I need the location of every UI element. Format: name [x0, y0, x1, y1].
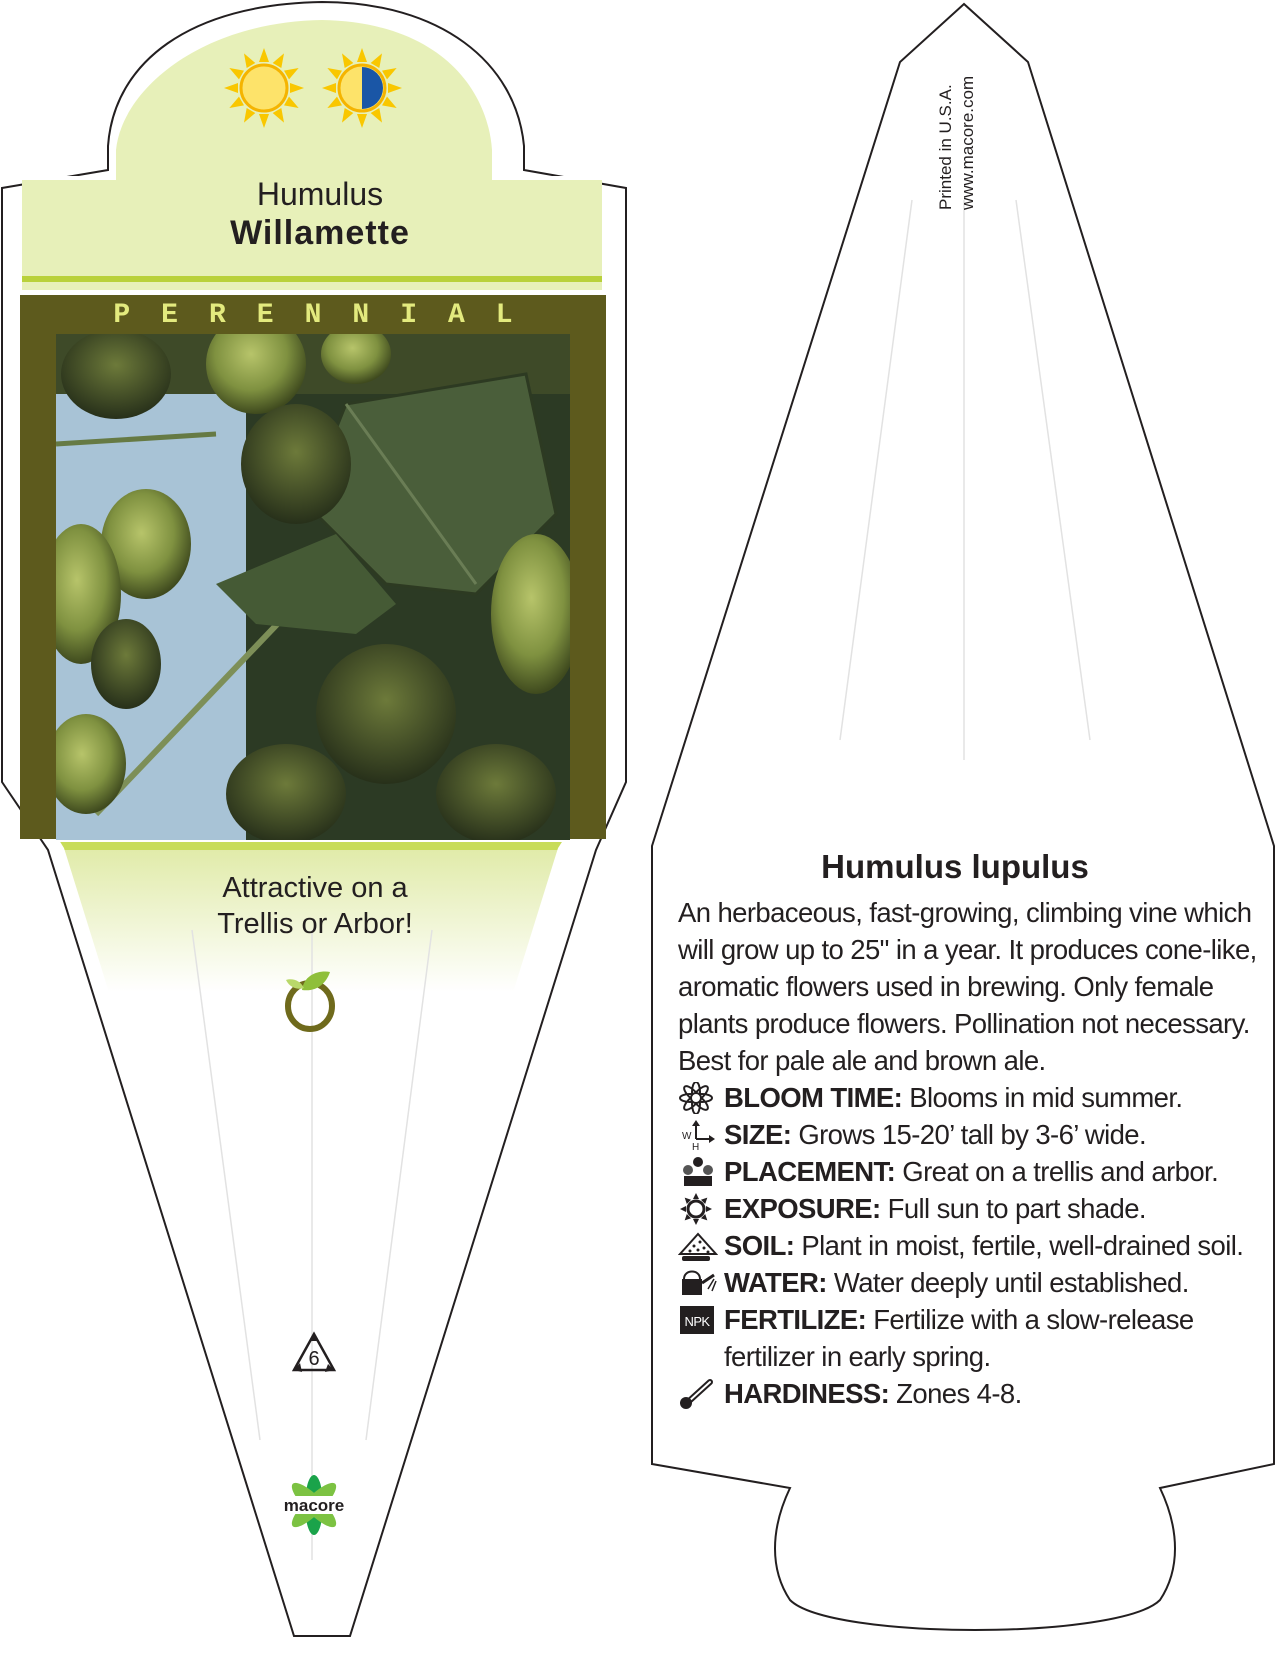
seed-leaf-icon	[280, 966, 342, 1032]
part-sun-icon	[320, 46, 404, 130]
plant-genus: Humulus	[256, 176, 384, 212]
attr-text: Grows 15-20’ tall by 3-6’ wide.	[798, 1119, 1147, 1150]
printed-country: Printed in U.S.A.	[936, 84, 955, 210]
soil-icon	[678, 1230, 718, 1262]
attr-text: Water deeply until established.	[833, 1267, 1189, 1298]
size-h-letter: H	[692, 1142, 699, 1151]
attr-label: SIZE:	[724, 1119, 792, 1150]
attr-water	[678, 1264, 1258, 1301]
attr-label: WATER:	[724, 1267, 827, 1298]
attr-label: EXPOSURE:	[724, 1193, 881, 1224]
attr-text: Fertilize with a slow-release fertilizer in early spring.	[724, 1304, 1194, 1372]
placement-icon	[678, 1156, 718, 1188]
attr-label: HARDINESS:	[724, 1378, 890, 1409]
tagline-line-2: Trellis or Arbor!	[217, 908, 413, 940]
description: An herbaceous, fast-growing, climbing vine which will grow up to 25" in a year. It produces cone-like, aromatic flowers used in brewing. Only female plants produce flowers. Pollination not necessary. Best for pale ale and brown ale.	[678, 897, 1257, 1076]
attr-placement	[678, 1153, 1258, 1190]
thermometer-icon	[678, 1378, 718, 1410]
tagline-line-1: Attractive on a	[222, 872, 408, 904]
printed-info	[935, 50, 979, 210]
plant-photo	[56, 334, 570, 840]
attr-label: FERTILIZE:	[724, 1304, 867, 1335]
attr-soil	[678, 1227, 1258, 1264]
size-arrows-icon	[678, 1119, 718, 1151]
attr-size	[678, 1116, 1258, 1153]
attr-exposure	[678, 1190, 1258, 1227]
attr-text: Plant in moist, fertile, well-drained soil.	[801, 1230, 1244, 1261]
printed-website: www.macore.com	[958, 75, 977, 210]
attr-fertilize	[678, 1301, 1258, 1375]
attr-label: SOIL:	[724, 1230, 795, 1261]
botanical-name: Humulus lupulus	[821, 848, 1089, 885]
npk-icon	[678, 1304, 718, 1336]
attr-label: PLACEMENT:	[724, 1156, 896, 1187]
plant-cultivar: Willamette	[230, 214, 410, 252]
sun-icon	[678, 1193, 718, 1225]
attr-hardiness	[678, 1375, 1258, 1412]
recycle-icon	[288, 1330, 340, 1382]
attr-bloom-time	[678, 1079, 1258, 1116]
category-label: PERENNIAL	[113, 300, 544, 331]
attr-text: Zones 4-8.	[896, 1378, 1022, 1409]
attr-label: BLOOM TIME:	[724, 1082, 903, 1113]
attr-text: Great on a trellis and arbor.	[902, 1156, 1219, 1187]
attr-text: Blooms in mid summer.	[909, 1082, 1183, 1113]
care-info	[678, 894, 1258, 1412]
tagline	[150, 870, 480, 942]
macore-logo	[272, 1460, 356, 1550]
size-w-letter: W	[682, 1131, 691, 1142]
flower-icon	[678, 1082, 718, 1114]
full-sun-icon	[222, 46, 306, 130]
watering-can-icon	[678, 1267, 718, 1299]
attr-text: Full sun to part shade.	[887, 1193, 1146, 1224]
brand-text: macore	[283, 1496, 345, 1515]
npk-text: NPK	[684, 1314, 710, 1329]
recycle-number: 6	[308, 1348, 320, 1370]
